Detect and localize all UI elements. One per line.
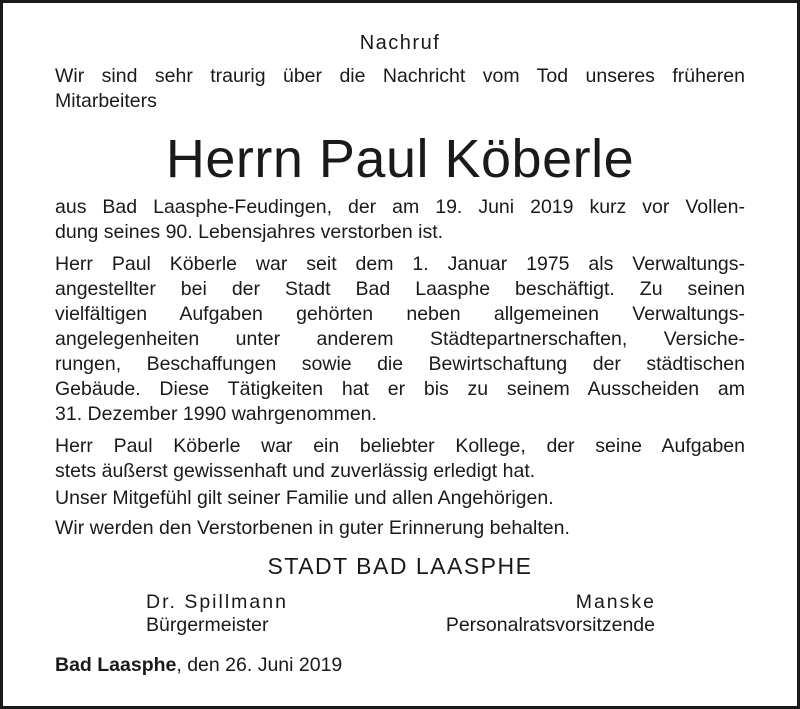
body-line: Gebäude. Diese Tätigkeiten hat er bis zu seinem Ausscheiden am bbox=[55, 378, 745, 400]
body-line: Unser Mitgefühl gilt seiner Familie und allen Angehörigen. bbox=[55, 487, 554, 509]
signatory-title: Personalratsvorsitzende bbox=[445, 614, 655, 636]
signatory-name: Dr. Spillmann bbox=[146, 591, 288, 613]
signatory-name: Manske bbox=[575, 591, 656, 613]
body-line: dung seines 90. Lebensjahres verstorben ist. bbox=[55, 221, 444, 243]
body-line: 31. Dezember 1990 wahrgenommen. bbox=[55, 403, 377, 425]
body-line: Wir werden den Verstorbenen in guter Erinnerung behalten. bbox=[55, 517, 570, 539]
body-line: angestellter bei der Stadt Bad Laasphe beschäftigt. Zu seinen bbox=[55, 278, 745, 300]
intro-line: Mitarbeiters bbox=[55, 90, 157, 112]
body-line: stets äußerst gewissenhaft und zuverlässig erledigt hat. bbox=[55, 460, 536, 482]
date: , den 26. Juni 2019 bbox=[176, 654, 343, 676]
body-line: Herr Paul Köberle war seit dem 1. Januar 1975 als Verwaltungs- bbox=[55, 253, 745, 275]
signatory-title: Bürgermeister bbox=[146, 614, 269, 636]
place: Bad Laasphe bbox=[55, 654, 177, 676]
body-line: rungen, Beschaffungen sowie die Bewirtschaftung der städtischen bbox=[55, 353, 745, 375]
notice-heading: Nachruf bbox=[359, 32, 441, 54]
organization-name: STADT BAD LAASPHE bbox=[267, 553, 533, 579]
body-line: angelegenheiten unter anderem Städtepartnerschaften, Versiche- bbox=[55, 328, 745, 350]
deceased-name: Herrn Paul Köberle bbox=[165, 129, 635, 189]
body-line: aus Bad Laasphe-Feudingen, der am 19. Juni 2019 kurz vor Vollen- bbox=[55, 196, 745, 218]
place-date bbox=[55, 653, 745, 678]
intro-line: Wir sind sehr traurig über die Nachricht vom Tod unseres früheren bbox=[55, 65, 745, 87]
body-line: vielfältigen Aufgaben gehörten neben allgemeinen Verwaltungs- bbox=[55, 303, 745, 325]
body-line: Herr Paul Köberle war ein beliebter Kollege, der seine Aufgaben bbox=[55, 435, 745, 457]
